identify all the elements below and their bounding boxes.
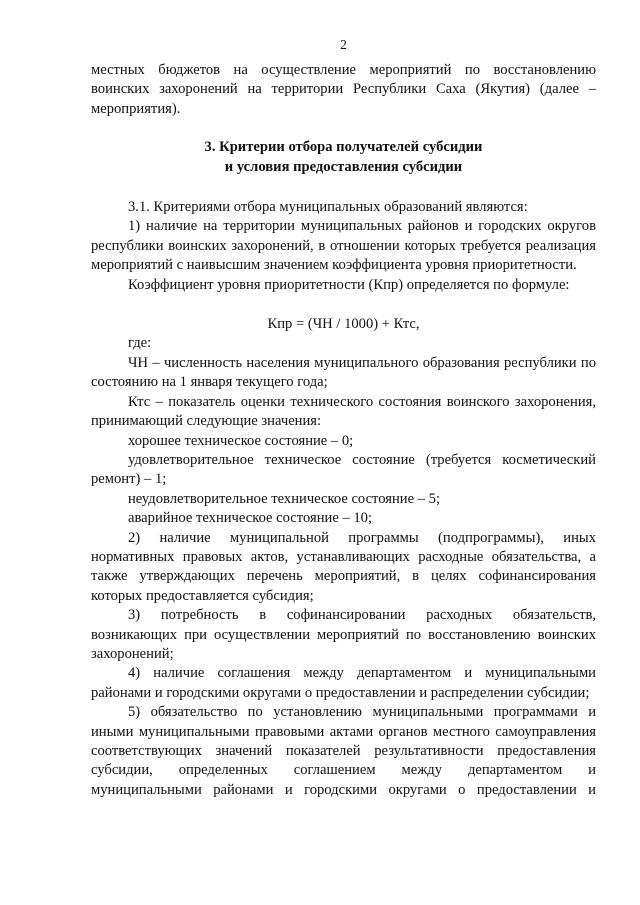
value-satisfactory: удовлетворительное техническое состояние (требуется косметический ремонт) – 1;: [91, 451, 596, 488]
section-heading: [91, 138, 596, 177]
definition-chn: ЧН – численность населения муниципального образования республики по состоянию на 1 января текущего года;: [91, 354, 596, 391]
intro-paragraph: местных бюджетов на осуществление мероприятий по восстановлению воинских захоронений на территории Республики Саха (Якутия) (далее – мероприятия).: [91, 62, 596, 117]
value-good: хорошее техническое состояние – 0;: [128, 432, 354, 449]
formula-where: где:: [128, 335, 152, 352]
priority-formula: Кпр = (ЧН / 1000) + Ктс,: [267, 316, 420, 333]
section-heading-line1: 3. Критерии отбора получателей субсидии: [204, 139, 483, 156]
criterion-1: 1) наличие на территории муниципальных районов и городских округов республики воинских захоронений, в отношении которых требуется реализация мероприятий с наивысшим значением коэффициента уровня приоритетности.: [91, 218, 596, 274]
coefficient-intro: Коэффициент уровня приоритетности (Кпр) определяется по формуле:: [128, 276, 570, 293]
criterion-4: 4) наличие соглашения между департаментом и муниципальными районами и городскими округами о предоставлении и распределении субсидии;: [91, 665, 596, 701]
page-number: 2: [340, 37, 347, 52]
value-unsatisfactory: неудовлетворительное техническое состояние – 5;: [128, 490, 441, 507]
definition-kts: Ктс – показатель оценки технического состояния воинского захоронения, принимающий следующие значения:: [91, 393, 596, 430]
criterion-3: 3) потребность в софинансировании расходных обязательств, возникающих при осуществлении мероприятий по восстановлению воинских захоронений;: [91, 607, 596, 662]
paragraph-3-1: 3.1. Критериями отбора муниципальных образований являются:: [128, 199, 528, 216]
criterion-5: 5) обязательство по установлению муниципальными программами и иными муниципальными правовыми актами органов местного самоуправления соответствующих значений показателей результативности предоставления субсидии, определенных соглашением между департаментом и муниципальными районами и городскими округами о предоставлении и: [91, 704, 596, 798]
section-heading-line2: и условия предоставления субсидии: [224, 158, 463, 175]
document-page: [91, 36, 596, 800]
value-emergency: аварийное техническое состояние – 10;: [128, 510, 373, 527]
criterion-2: 2) наличие муниципальной программы (подпрограммы), иных нормативных правовых актов, устанавливающих расходные обязательства, а также утверждающих перечень мероприятий, в целях софинансирования которых предоставляется субсидия;: [91, 529, 596, 604]
